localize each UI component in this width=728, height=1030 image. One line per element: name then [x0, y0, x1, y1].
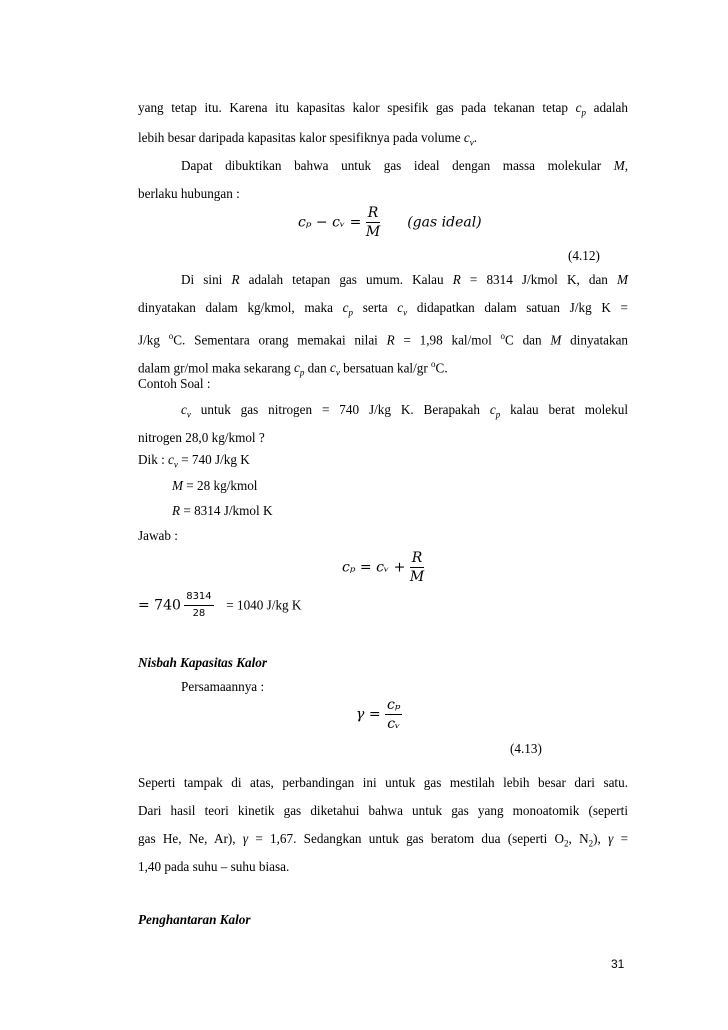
- body-line: berlaku hubungan :: [138, 186, 240, 201]
- given-cv: Dik : $c_v = 740$ J/kg K: [138, 452, 250, 470]
- body-line: Di sini R adalah tetapan gas umum. Kalau R = 8314 J/kmol K, dan M: [181, 272, 629, 287]
- body-line: nitrogen 28,0 kg/kmol ?: [138, 430, 265, 445]
- body-line: Persamaannya :: [181, 679, 265, 694]
- body-line: 1,40 pada suhu – suhu biasa.: [138, 859, 290, 874]
- body-line: Seperti tampak di atas, perbandingan ini untuk gas mestilah lebih besar dari satu.: [138, 775, 628, 790]
- page-number: 31: [611, 957, 625, 971]
- body-line: J/kg $^o$C. Sementara orang memakai nilai R = 1,98 kal/mol $^o$C dan M dinyatakan: [138, 331, 629, 348]
- body-line: dalam gr/mol maka sekarang $c_p$ dan $c_v$ bersatuan kal/gr $^o$C.: [138, 359, 448, 379]
- body-line: $c_v$ untuk gas nitrogen = 740 J/kg K. Berapakah $c_p$ kalau berat molekul: [181, 402, 628, 420]
- equation-4-12: cₚ − cᵥ = $\frac{R}{M}$ (gas ideal): [298, 205, 482, 240]
- equation-label: (4.12): [568, 248, 600, 263]
- given-r: R = 8314 J/kmol K: [172, 503, 273, 518]
- body-line: Dapat dibuktikan bahwa untuk gas ideal dengan massa molekular M,: [181, 158, 629, 173]
- body-line: lebih besar daripada kapasitas kalor spesifiknya pada volume $c_v$.: [138, 130, 478, 148]
- section-heading: Nisbah Kapasitas Kalor: [138, 655, 267, 670]
- equation-gamma: γ = $\frac{\text{cₚ}}{\text{cᵥ}}$: [356, 697, 401, 732]
- equation-label: (4.13): [510, 741, 542, 756]
- body-line: yang tetap itu. Karena itu kapasitas kalor spesifik gas pada tekanan tetap $c_p$ adalah: [138, 100, 629, 118]
- given-m: M = 28 kg/kmol: [172, 478, 258, 493]
- calculation: = 740 $\frac{8314}{28}$ = 1040 J/kg K: [138, 591, 302, 619]
- example-heading: Contoh Soal :: [138, 376, 211, 391]
- answer-label: Jawab :: [138, 528, 178, 543]
- body-line: dinyatakan dalam kg/kmol, maka $c_p$ serta $c_v$ didapatkan dalam satuan J/kg K =: [138, 300, 628, 318]
- section-heading: Penghantaran Kalor: [138, 912, 251, 927]
- body-line: gas He, Ne, Ar), γ = 1,67. Sedangkan untuk gas beratom dua (seperti $O_2$, $N_2$), γ =: [138, 831, 629, 849]
- body-line: Dari hasil teori kinetik gas diketahui bahwa untuk gas yang monoatomik (seperti: [138, 803, 628, 818]
- equation-cp: cₚ = cᵥ + $\frac{R}{M}$: [342, 550, 425, 585]
